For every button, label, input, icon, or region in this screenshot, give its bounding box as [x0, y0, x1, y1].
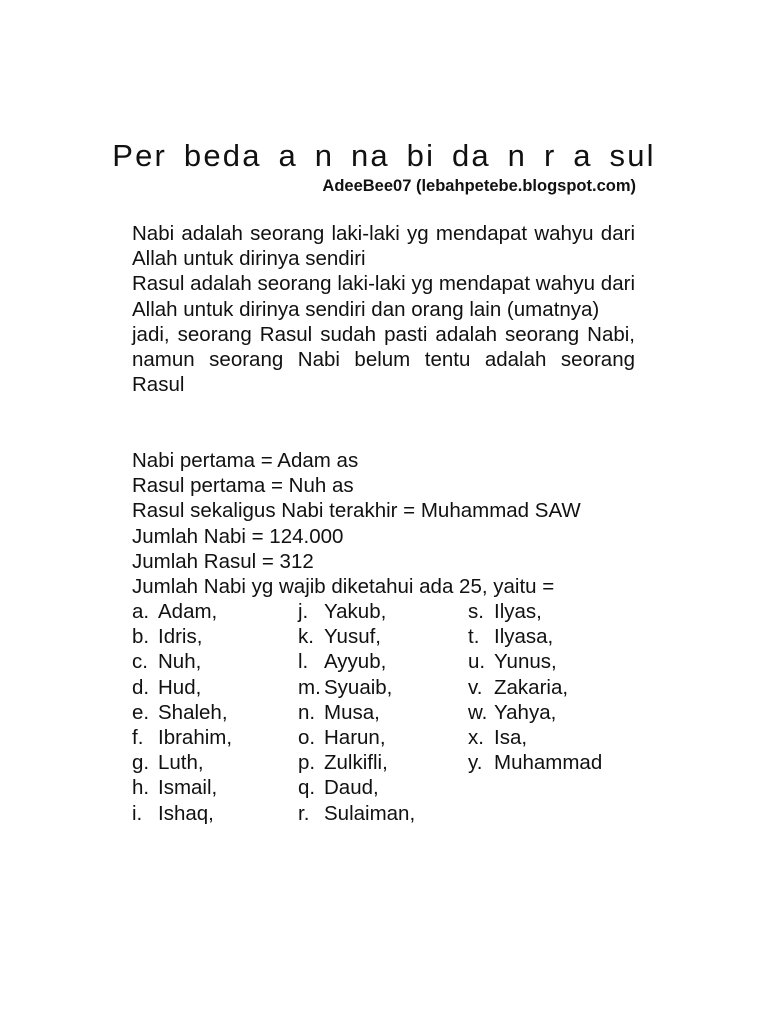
facts-section: [132, 448, 652, 599]
list-marker: n.: [298, 700, 316, 724]
list-marker: q.: [298, 776, 316, 800]
list-marker: a.: [132, 600, 150, 623]
prophet-name: Yusuf,: [324, 625, 381, 649]
fact-last-prophet: Rasul sekaligus Nabi terakhir = Muhammad SAW: [132, 499, 581, 523]
prophet-name: Ilyasa,: [494, 625, 554, 649]
list-marker: d.: [132, 675, 150, 699]
prophet-name: Ayyub,: [324, 650, 387, 674]
list-marker: u.: [468, 650, 486, 674]
paragraph-rasul-definition: Rasul adalah seorang laki-laki yg mendapat wahyu dari Allah untuk dirinya sendiri dan orang lain (umatnya): [132, 272, 635, 321]
prophet-name: Luth,: [158, 751, 204, 775]
list-marker: h.: [132, 776, 150, 800]
document-title: Per beda a n na bi da n r a sul: [112, 138, 656, 173]
prophet-name: Musa,: [324, 700, 380, 724]
list-marker: l.: [298, 650, 309, 674]
prophet-name: Shaleh,: [158, 700, 228, 724]
prophet-list: [132, 599, 652, 839]
list-marker: c.: [132, 650, 148, 674]
list-marker: k.: [298, 625, 314, 649]
prophet-name: Sulaiman,: [324, 801, 416, 825]
list-marker: s.: [468, 600, 484, 623]
prophet-name: Muhammad: [494, 751, 603, 775]
fact-list-intro: Jumlah Nabi yg wajib diketahui ada 25, yaitu =: [132, 575, 555, 599]
prophet-name: Yunus,: [494, 650, 557, 674]
list-marker: t.: [468, 625, 480, 649]
prophet-name: Syuaib,: [324, 675, 393, 699]
prophet-name: Yakub,: [324, 600, 387, 623]
fact-first-rasul: Rasul pertama = Nuh as: [132, 474, 354, 498]
list-marker: o.: [298, 725, 316, 749]
prophet-name: Adam,: [158, 600, 218, 623]
list-marker: v.: [468, 675, 483, 699]
list-marker: m.: [298, 675, 321, 699]
list-marker: r.: [298, 801, 310, 825]
prophet-name: Yahya,: [494, 700, 557, 724]
list-marker: p.: [298, 751, 316, 775]
prophet-name: Hud,: [158, 675, 202, 699]
prophet-name: Daud,: [324, 776, 379, 800]
prophet-name: Ilyas,: [494, 600, 542, 623]
list-marker: f.: [132, 725, 144, 749]
list-marker: g.: [132, 751, 150, 775]
author-byline: AdeeBee07 (lebahpetebe.blogspot.com): [322, 177, 636, 195]
list-marker: e.: [132, 700, 150, 724]
prophet-name: Isa,: [494, 725, 528, 749]
paragraph-nabi-definition: Nabi adalah seorang laki-laki yg mendapat wahyu dari Allah untuk dirinya sendiri: [132, 222, 635, 271]
prophet-name: Ibrahim,: [158, 725, 233, 749]
fact-number-of-nabi: Jumlah Nabi = 124.000: [132, 524, 344, 548]
list-marker: x.: [468, 725, 484, 749]
definitions-section: [132, 221, 635, 397]
paragraph-conclusion: jadi, seorang Rasul sudah pasti adalah seorang Nabi, namun seorang Nabi belum tentu adalah seorang Rasul: [132, 322, 635, 397]
list-marker: b.: [132, 625, 150, 649]
prophet-name: Zulkifli,: [324, 751, 388, 775]
prophet-name: Nuh,: [158, 650, 202, 674]
prophet-name: Idris,: [158, 625, 203, 649]
list-marker: w.: [468, 700, 488, 724]
prophet-name: Zakaria,: [494, 675, 569, 699]
prophet-name: Ishaq,: [158, 801, 214, 825]
list-marker: i.: [132, 801, 143, 825]
list-marker: y.: [468, 751, 483, 775]
fact-number-of-rasul: Jumlah Rasul = 312: [132, 549, 314, 573]
fact-first-nabi: Nabi pertama = Adam as: [132, 449, 359, 472]
prophet-name: Harun,: [324, 725, 386, 749]
list-marker: j.: [298, 600, 309, 623]
prophet-name: Ismail,: [158, 776, 218, 800]
